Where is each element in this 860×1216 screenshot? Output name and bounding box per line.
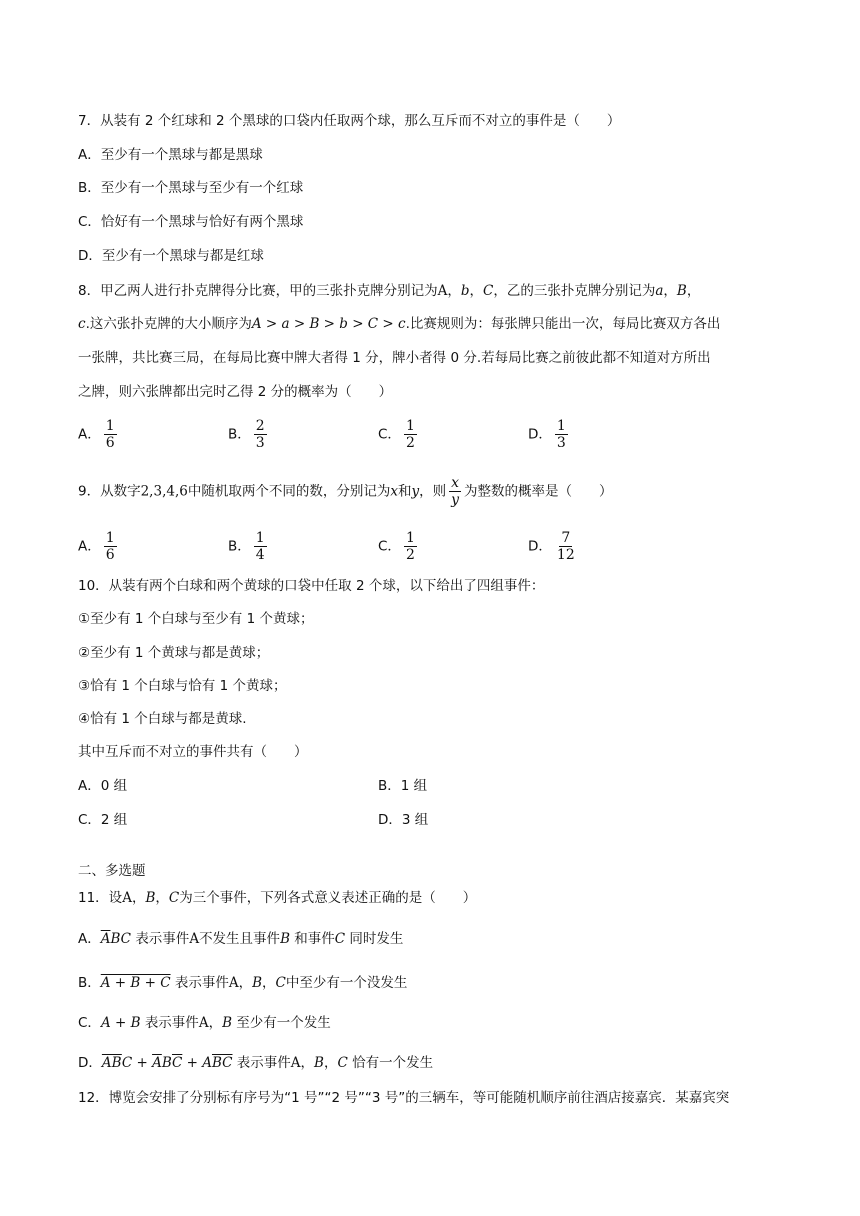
q8-line-3: 一张牌，共比赛三局，在每局比赛中牌大者得 1 分，牌小者得 0 分.若每局比赛之前彼此都不知道对方所出 [78,350,711,366]
q10-event-4: ④恰有 1 个白球与都是黄球. [78,711,247,727]
q11-option-d: D．$\overline{AB}C + \overline{A}B\overline{C} + A\overline{BC}$ 表示事件A，B，C 恰有一个发生 [78,1055,434,1071]
q8-line-1: 8．甲乙两人进行扑克牌得分比赛，甲的三张扑克牌分别记为A，b，C，乙的三张扑克牌分别记为a，B， [78,283,701,299]
q8-option-a: A． $\frac{1}{6}$ [78,418,115,451]
q11-option-c: C．A + B 表示事件A，B 至少有一个发生 [78,1015,331,1031]
q10-event-3: ③恰有 1 个白球与恰有 1 个黄球； [78,678,287,694]
q8-line-4: 之牌，则六张牌都出完时乙得 2 分的概率为（ ） [78,384,393,400]
q8-text: .这六张扑克牌的大小顺序为 [85,316,252,332]
q11-option-b: B．A + B + C 表示事件A，B，C中至少有一个没发生 [78,975,408,991]
q8-text: 8．甲乙两人进行扑克牌得分比赛，甲的三张扑克牌分别记为 [78,283,438,299]
q11-stem: 11．设A，B，C为三个事件，下列各式意义表述正确的是（ ） [78,890,477,906]
q10-question: 其中互斥而不对立的事件共有（ ） [78,744,308,760]
q10-event-2: ②至少有 1 个黄球与都是黄球； [78,645,270,661]
q8-option-b: B． $\frac{2}{3}$ [228,418,265,451]
q12-stem: 12．博览会安排了分别标有序号为“1 号”“2 号”“3 号”的三辆车，等可能随机顺序前往酒店接嘉宾．某嘉宾突 [78,1090,730,1106]
q10-event-1: ①至少有 1 个白球与至少有 1 个黄球； [78,611,314,627]
q7-stem: 7．从装有 2 个红球和 2 个黑球的口袋内任取两个球，那么互斥而不对立的事件是（ ） [78,113,621,129]
q9-option-b: B． $\frac{1}{4}$ [228,530,265,563]
q7-option-c: C．恰好有一个黑球与恰好有两个黑球 [78,214,304,230]
section-heading: 二、多选题 [78,863,146,879]
q8-option-c: C． $\frac{1}{2}$ [378,418,415,451]
q7-option-d: D．至少有一个黑球与都是红球 [78,248,264,264]
q7-option-a: A．至少有一个黑球与都是黑球 [78,147,263,163]
q10-option-d: D．3 组 [378,812,429,828]
q11-option-a: A．$\overline{A}BC$ 表示事件A不发生且事件B 和事件C 同时发生 [78,931,404,947]
q10-option-a: A．0 组 [78,778,128,794]
q8-option-d: D． $\frac{1}{3}$ [528,418,566,451]
q9-option-a: A． $\frac{1}{6}$ [78,530,115,563]
q7-option-b: B．至少有一个黑球与至少有一个红球 [78,180,304,196]
q9-option-c: C． $\frac{1}{2}$ [378,530,415,563]
q10-option-c: C．2 组 [78,812,128,828]
q10-stem: 10．从装有两个白球和两个黄球的口袋中任取 2 个球，以下给出了四组事件： [78,578,545,594]
q10-option-b: B．1 组 [378,778,428,794]
q8-text: ，乙的三张扑克牌分别记为 [493,283,656,299]
q9-stem: 9．从数字2,3,4,6中随机取两个不同的数，分别记为x和y，则 $\frac{x}{y}$ 为整数的概率是（ ） [78,475,613,508]
q8-text: .比赛规则为：每张牌只能出一次，每局比赛双方各出 [405,316,721,332]
q8-line-2: c.这六张扑克牌的大小顺序为A > a > B > b > C > c.比赛规则为：每张牌只能出一次，每局比赛双方各出 [78,316,721,332]
q9-option-d: D． $\frac{7}{12}$ [528,530,575,563]
